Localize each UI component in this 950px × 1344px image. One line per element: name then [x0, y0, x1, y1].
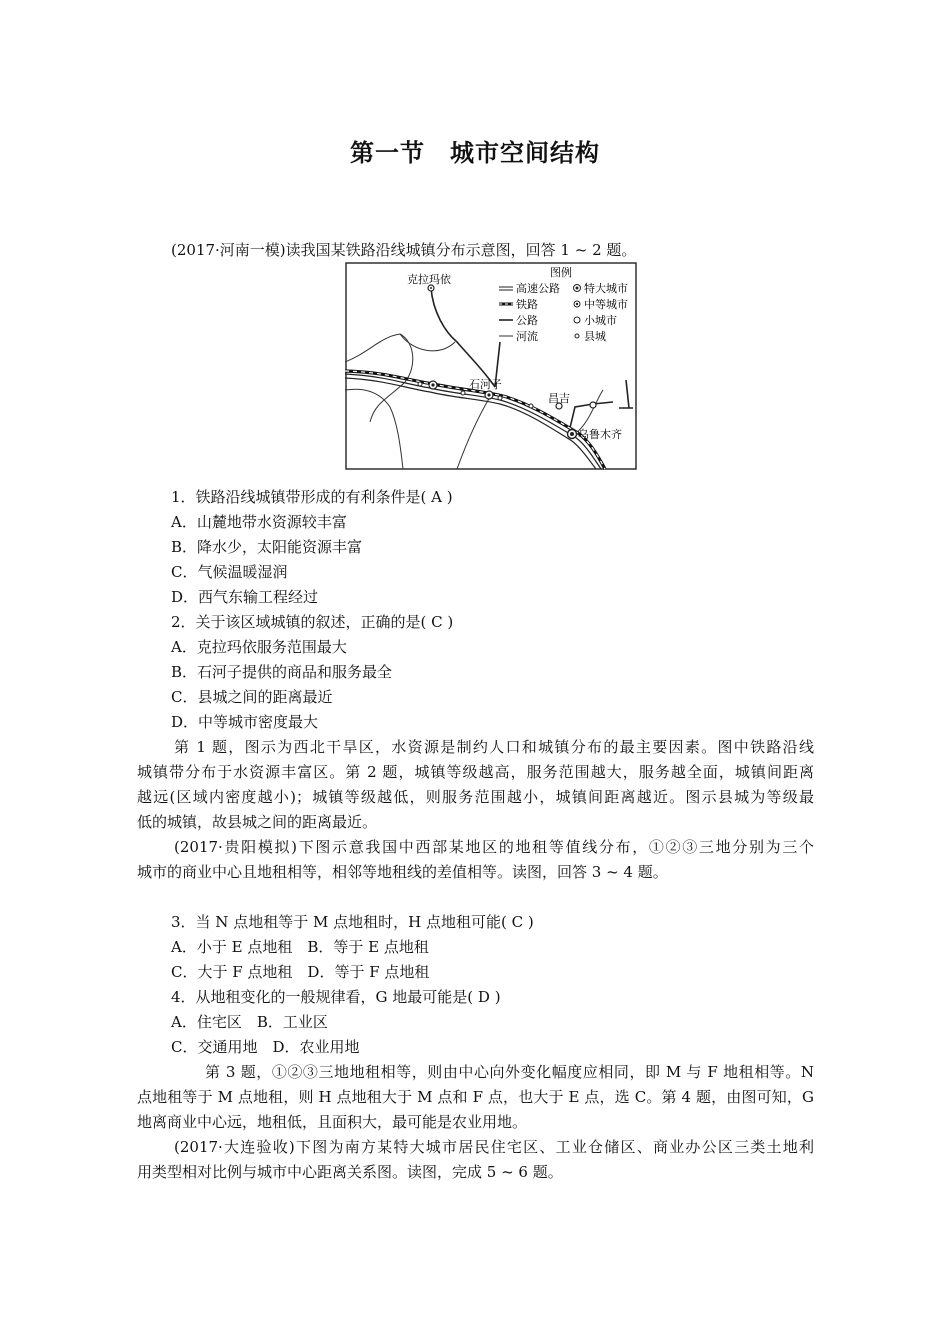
svg-text:乌鲁木齐: 乌鲁木齐: [578, 428, 622, 441]
question-1: 1．铁路沿线城镇带形成的有利条件是( A ): [171, 488, 453, 506]
intro-3-line: 用类型相对比例与城市中心距离关系图。读图，完成 5 ~ 6 题。: [137, 1163, 563, 1181]
q4-options-ab: A．住宅区 B．工业区: [171, 1013, 328, 1031]
explanation-1-line: 越远(区域内密度越小)；城镇等级越低，则服务范围越小，城镇间距离越近。图示县城为等级最: [137, 788, 814, 806]
svg-text:公路: 公路: [516, 314, 538, 327]
explanation-2-line: 地离商业中心远，地租低，且面积大，最可能是农业用地。: [137, 1113, 528, 1131]
question-3: 3．当 N 点地租等于 M 点地租时，H 点地租可能( C ): [171, 913, 534, 931]
svg-text:河流: 河流: [516, 330, 538, 343]
intro-2-line: (2017·贵阳模拟)下图示意我国中西部某地区的地租等值线分布，①②③三地分别为三个: [174, 838, 814, 856]
q2-option-a: A．克拉玛依服务范围最大: [171, 638, 347, 656]
svg-text:小城市: 小城市: [584, 314, 617, 327]
q1-option-c: C．气候温暖湿润: [171, 563, 288, 581]
explanation-1-line: 第 1 题，图示为西北干旱区，水资源是制约人口和城镇分布的最主要因素。图中铁路沿线: [174, 738, 814, 756]
explanation-1-line: 低的城镇，故县城之间的距离最近。: [137, 813, 378, 831]
intro-2-line: 城市的商业中心且地租相等，相邻等地租线的差值相等。读图，回答 3 ~ 4 题。: [137, 863, 668, 881]
svg-text:克拉玛依: 克拉玛依: [407, 273, 451, 286]
city-kuitun: [429, 381, 437, 389]
q1-option-b: B．降水少，太阳能资源丰富: [171, 538, 363, 556]
question-2: 2．关于该区域城镇的叙述，正确的是( C ): [171, 613, 454, 631]
question-4: 4．从地租变化的一般规律看，G 地最可能是( D ): [171, 988, 501, 1006]
intro-text: (2017·河南一模)读我国某铁路沿线城镇分布示意图，回答 1 ~ 2 题。: [171, 241, 637, 259]
svg-text:县城: 县城: [584, 330, 606, 343]
svg-text:图例: 图例: [550, 266, 572, 279]
q3-options-cd: C．大于 F 点地租 D．等于 F 点地租: [171, 963, 430, 981]
svg-text:中等城市: 中等城市: [584, 298, 628, 311]
intro-3-line: (2017·大连验收)下图为南方某特大城市居民住宅区、工业仓储区、商业办公区三类土地利: [174, 1138, 814, 1156]
svg-text:石河子: 石河子: [469, 378, 502, 391]
q2-option-d: D．中等城市密度最大: [171, 713, 319, 731]
railway-town-map: [345, 262, 637, 470]
explanation-2-line: 第 3 题，①②③三地地租相等，则由中心向外变化幅度应相同，即 M 与 F 地租相等。N: [205, 1063, 814, 1081]
svg-text:特大城市: 特大城市: [584, 282, 628, 295]
svg-text:昌吉: 昌吉: [548, 392, 570, 405]
q4-options-cd: C．交通用地 D．农业用地: [171, 1038, 360, 1056]
q1-option-d: D．西气东输工程经过: [171, 588, 319, 606]
explanation-2-line: 点地租等于 M 点地租，则 H 点地租大于 M 点和 F 点，也大于 E 点，选 C。第 4 题，由图可知，G: [137, 1088, 814, 1106]
q3-options-ab: A．小于 E 点地租 B．等于 E 点地租: [171, 938, 429, 956]
svg-text:高速公路: 高速公路: [516, 282, 560, 295]
q2-option-c: C．县城之间的距离最近: [171, 688, 333, 706]
q2-option-b: B．石河子提供的商品和服务最全: [171, 663, 393, 681]
q1-option-a: A．山麓地带水资源较丰富: [171, 513, 347, 531]
svg-text:铁路: 铁路: [516, 298, 538, 311]
page-title: 第一节 城市空间结构: [350, 138, 600, 167]
explanation-1-line: 城镇带分布于水资源丰富区。第 2 题，城镇等级越高，服务范围越大，服务越全面，城镇间距离: [137, 763, 814, 781]
